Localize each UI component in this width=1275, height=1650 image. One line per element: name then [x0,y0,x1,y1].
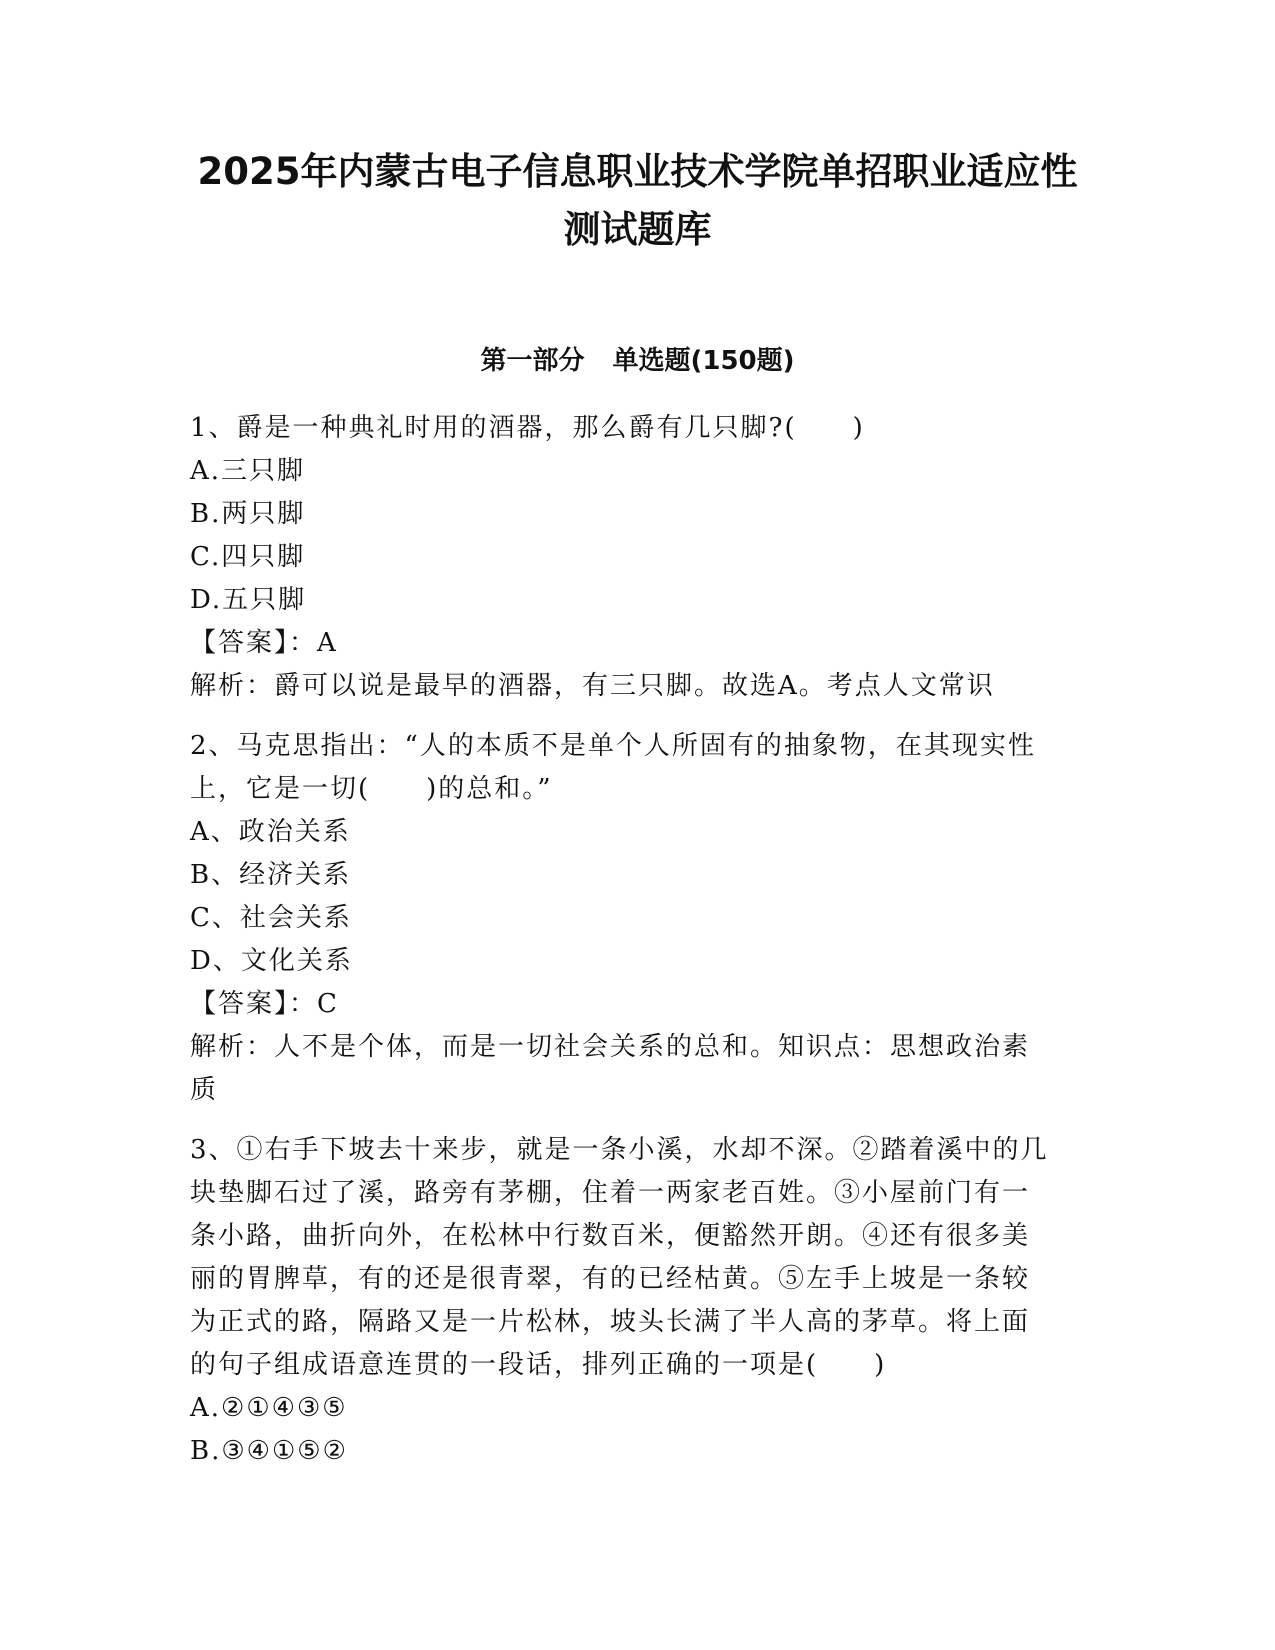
question-stem-line: 的句子组成语意连贯的一段话，排列正确的一项是( ) [190,1350,887,1380]
question-stem-line: 1、爵是一种典礼时用的酒器，那么爵有几只脚?( ) [190,413,865,443]
question-stem-line: 丽的胃脾草，有的还是很青翠，有的已经枯黄。⑤左手上坡是一条较 [190,1264,1031,1294]
title-line-2: 测试题库 [563,208,712,251]
question-3 [190,1129,1090,1473]
question-stem-line: 条小路，曲折向外，在松林中行数百米，便豁然开朗。④还有很多美 [190,1221,1031,1251]
analysis-line: 解析：人不是个体，而是一切社会关系的总和。知识点：思想政治素 [190,1032,1031,1062]
option-a: A.②①④③⑤ [190,1393,348,1423]
question-stem-line: 2、马克思指出：“人的本质不是单个人所固有的抽象物，在其现实性 [190,731,1036,761]
question-stem-line: 块垫脚石过了溪，路旁有茅棚，住着一两家老百姓。③小屋前门有一 [190,1178,1031,1208]
analysis-line: 解析：爵可以说是最早的酒器，有三只脚。故选A。考点人文常识 [190,671,995,701]
question-stem-line: 上，它是一切( )的总和。” [190,774,553,804]
analysis-line: 质 [190,1075,219,1105]
title-line-1: 2025年内蒙古电子信息职业技术学院单招职业适应性 [197,150,1078,193]
section-part: 第一部分 [480,346,585,376]
question-stem-line: 3、①右手下坡去十来步，就是一条小溪，水却不深。②踏着溪中的几 [190,1135,1049,1165]
question-stem-line: 为正式的路，隔路又是一片松林，坡头长满了半人高的茅草。将上面 [190,1307,1031,1337]
option-a: A、政治关系 [190,817,351,847]
section-name: 单选题(150题) [612,346,795,376]
question-1 [190,407,1090,708]
answer-line: 【答案】：A [190,628,338,658]
option-d: D.五只脚 [190,585,307,615]
option-b: B、经济关系 [190,860,352,890]
question-2 [190,725,1090,1112]
option-d: D、文化关系 [190,946,353,976]
option-b: B.③④①⑤② [190,1436,348,1466]
answer-line: 【答案】：C [190,989,339,1019]
document-title [150,143,1125,259]
option-c: C、社会关系 [190,903,352,933]
option-a: A.三只脚 [190,456,306,486]
option-c: C.四只脚 [190,542,306,572]
question-list [190,407,1090,1473]
option-b: B.两只脚 [190,499,306,529]
section-heading [150,343,1125,379]
